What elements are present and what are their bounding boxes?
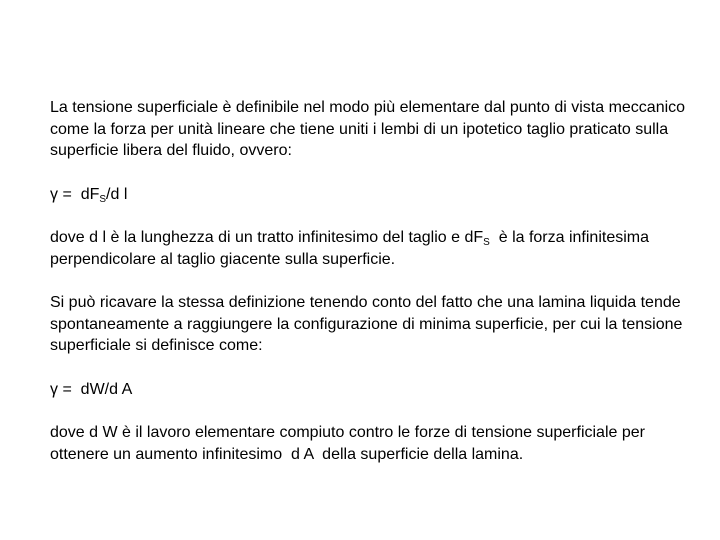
- formula-F: F: [89, 185, 100, 203]
- text-body: [50, 97, 690, 487]
- paragraph-energy-definition: Si può ricavare la stessa definizione tenendo conto del fatto che una lamina liquida tende spontaneamente a raggiungere la configurazione di minima superficie, per cui la tensione superficiale si definisce come:: [50, 294, 683, 354]
- formula-d: d: [80, 185, 90, 203]
- explanation-part-b: è la forza infinitesima perpendicolare al taglio giacente sulla superficie.: [50, 229, 654, 268]
- paragraph-work-explanation: dove d W è il lavoro elementare compiuto contro le forze di tensione superficiale per ottenere un aumento infinitesimo d A della superficie della lamina.: [50, 424, 650, 463]
- formula-subscript-s: S: [99, 193, 107, 205]
- explanation-F: F: [473, 229, 484, 246]
- paragraph-explanation: [50, 227, 690, 270]
- formula-gamma-force: [50, 184, 690, 206]
- formula-gamma-work: γ = dW/d A: [50, 380, 133, 398]
- paragraph-definition: La tensione superficiale è definibile nel modo più elementare dal punto di vista meccanico come la forza per unità lineare che tiene uniti i lembi di un ipotetico taglio praticato sulla superficie libera del fluido, ovvero:: [50, 99, 686, 159]
- explanation-subscript-s: S: [483, 237, 490, 248]
- formula-tail: /d l: [106, 185, 128, 203]
- explanation-part-a: dove d l è la lunghezza di un tratto infinitesimo del taglio e d: [50, 229, 474, 246]
- formula-lead: γ =: [50, 185, 77, 203]
